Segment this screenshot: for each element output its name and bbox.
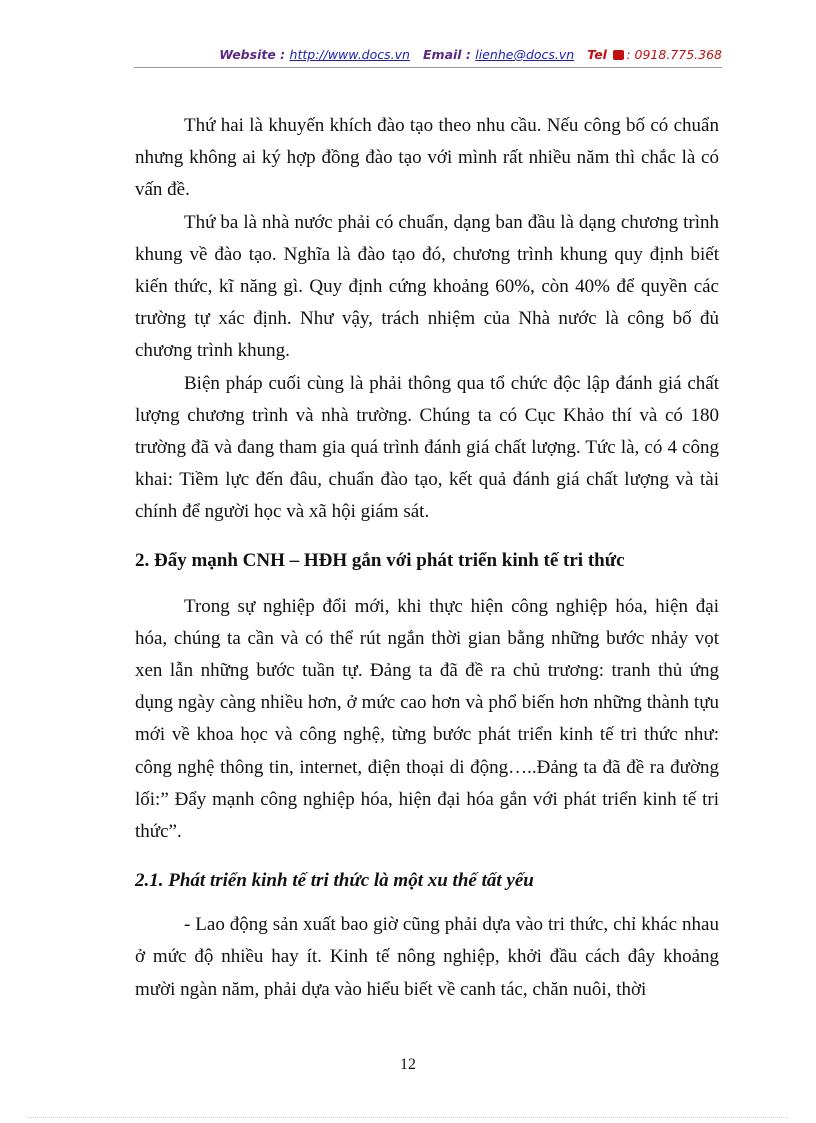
paragraph: Biện pháp cuối cùng là phải thông qua tổ chức độc lập đánh giá chất lượng chương trình và nhà trường. Chúng ta có Cục Khảo thí và có 180 trường đã và đang tham gia quá trình đánh giá chất lượng. Tức là, có 4 công khai: Tiềm lực đến đâu, chuẩn đào tạo, kết quả đánh giá chất lượng và tài chính để người học và xã hội giám sát. — [135, 372, 719, 523]
tel-number: : 0918.775.368 — [626, 47, 722, 62]
paragraph: Trong sự nghiệp đổi mới, khi thực hiện công nghiệp hóa, hiện đại hóa, chúng ta cần và có thể rút ngắn thời gian bằng những bước nhảy vọt xen lẫn những bước tuần tự. Đảng ta đã đề ra chủ trương: tranh thủ ứng dụng ngày càng nhiều hơn, ở mức cao hơn và phổ biến hơn những thành tựu mới về khoa học và công nghệ, từng bước phát triển kinh tế tri thức như: công nghệ thông tin, internet, điện thoại di động…..Đảng ta đã đề ra đường lối:” Đẩy mạnh công nghiệp hóa, hiện đại hóa gắn với phát triển kinh tế tri thức”. — [135, 595, 719, 843]
paragraph: Thứ hai là khuyến khích đào tạo theo nhu cầu. Nếu công bố có chuẩn nhưng không ai ký hợp đồng đào tạo với mình rất nhiều năm thì chắc là có vấn đề. — [135, 115, 719, 201]
website-link[interactable]: http://www.docs.vn — [289, 47, 410, 62]
section-heading: 2. Đẩy mạnh CNH – HĐH gắn với phát triển kinh tế tri thức — [135, 549, 625, 571]
phone-icon — [613, 50, 624, 60]
page-header — [134, 47, 722, 68]
tel-label: Tel — [587, 47, 607, 62]
email-label: Email : — [423, 47, 471, 62]
email-link[interactable]: lienhe@docs.vn — [475, 47, 575, 62]
page-number: 12 — [400, 1056, 416, 1073]
website-label: Website : — [219, 47, 286, 62]
document-body — [135, 110, 719, 1006]
paragraph: Thứ ba là nhà nước phải có chuẩn, dạng ban đầu là dạng chương trình khung về đào tạo. Nghĩa là đào tạo đó, chương trình khung quy định biết kiến thức, kĩ năng gì. Quy định cứng khoảng 60%, còn 40% để quyền các trường tự xác định. Như vậy, trách nhiệm của Nhà nước là công bố đủ chương trình khung. — [135, 211, 719, 362]
page-bottom-divider — [28, 1117, 788, 1118]
subsection-heading: 2.1. Phát triển kinh tế tri thức là một xu thế tất yếu — [135, 870, 534, 892]
paragraph: - Lao động sản xuất bao giờ cũng phải dựa vào tri thức, chỉ khác nhau ở mức độ nhiều hay ít. Kinh tế nông nghiệp, khởi đầu cách đây khoảng mười ngàn năm, phải dựa vào hiểu biết về canh tác, chăn nuôi, thời — [135, 914, 719, 1000]
